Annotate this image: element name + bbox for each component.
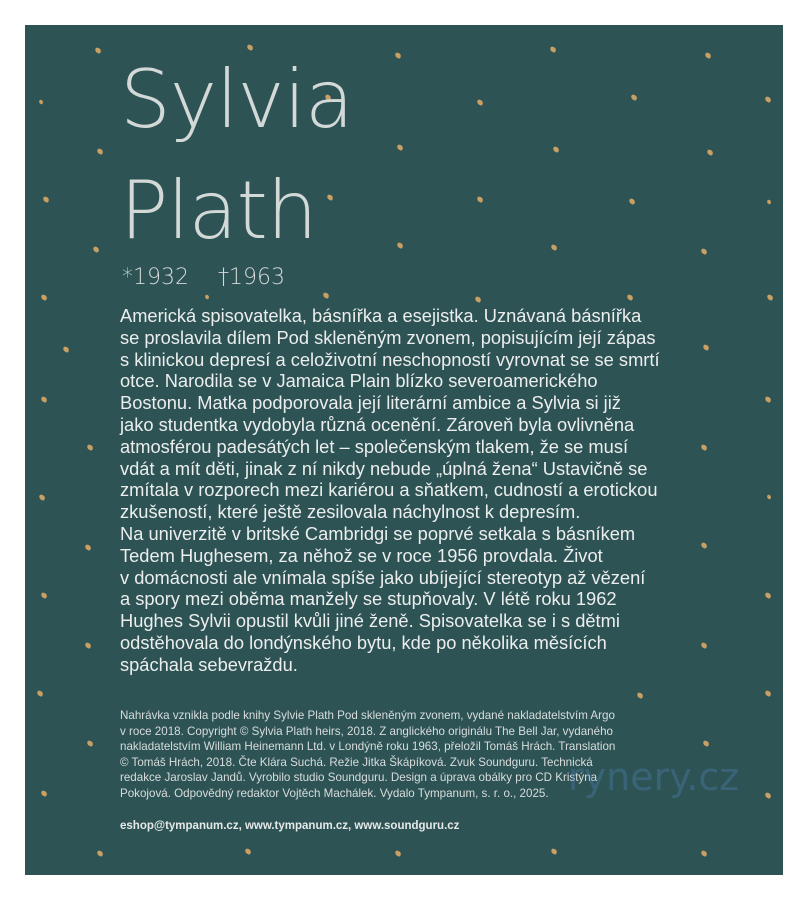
credit-line: © Tomáš Hrách, 2018. Čte Klára Suchá. Režie Jitka Škápíková. Zvuk Soundguru. Technická bbox=[120, 755, 593, 769]
speck-icon bbox=[764, 592, 771, 599]
speck-icon bbox=[766, 494, 771, 499]
speck-icon bbox=[86, 444, 93, 451]
speck-icon bbox=[704, 52, 711, 59]
bio-line: otce. Narodila se v Jamaica Plain blízko severoamerického bbox=[120, 370, 598, 392]
speck-icon bbox=[246, 44, 253, 51]
speck-icon bbox=[628, 198, 635, 205]
speck-icon bbox=[94, 47, 101, 54]
speck-icon bbox=[549, 46, 556, 53]
speck-icon bbox=[706, 149, 713, 156]
bio-line: Bostonu. Matka podporovala její literární ambice a Sylvia si již bbox=[120, 392, 621, 414]
credit-line: v roce 2018. Copyright © Sylvia Plath heirs, 2018. Z anglického originálu The Bell Jar, vydaného bbox=[120, 724, 613, 738]
speck-icon bbox=[394, 52, 401, 59]
speck-icon bbox=[550, 244, 557, 251]
author-last-name: Plath bbox=[120, 164, 317, 257]
speck-icon bbox=[764, 96, 771, 103]
speck-icon bbox=[630, 94, 637, 101]
speck-icon bbox=[476, 196, 483, 203]
bio-line: s klinickou depresí a celoživotní neschopností vyrovnat se se smrtí bbox=[120, 348, 660, 370]
speck-icon bbox=[38, 494, 45, 501]
bio-line: zkušeností, které ještě zesilovala náchylnost k depresím. bbox=[120, 501, 581, 523]
speck-icon bbox=[244, 848, 251, 855]
speck-icon bbox=[96, 148, 103, 155]
bio-line: Hughes Sylvii opustil kvůli jiné ženě. Spisovatelka se i s dětmi bbox=[120, 610, 620, 632]
speck-icon bbox=[626, 294, 633, 301]
credit-line: Nahrávka vznikla podle knihy Sylvie Plath Pod skleněným zvonem, vydané nakladatelstvím Argo bbox=[120, 709, 615, 722]
bio-line: zmítala v rozporech mezi kariérou a sňatkem, cudností a erotickou bbox=[120, 479, 658, 501]
speck-icon bbox=[764, 396, 771, 403]
credit-line: nakladatelstvím William Heinemann Ltd. v Londýně roku 1963, přeložil Tomáš Hrách. Translation bbox=[120, 740, 616, 754]
speck-icon bbox=[550, 848, 557, 855]
bio-line: Na univerzitě v britské Cambridgi se poprvé setkala s básníkem bbox=[120, 522, 636, 544]
speck-icon bbox=[40, 294, 47, 301]
biography bbox=[120, 305, 740, 676]
speck-icon bbox=[36, 690, 43, 697]
speck-icon bbox=[396, 144, 403, 151]
cd-booklet-panel bbox=[25, 25, 783, 875]
speck-icon bbox=[766, 294, 773, 301]
speck-icon bbox=[552, 146, 559, 153]
bio-line: vdát a mít děti, jinak z ní nikdy nebude „úplná žena“ Ustavičně se bbox=[120, 457, 648, 479]
speck-icon bbox=[40, 592, 47, 599]
speck-icon bbox=[40, 790, 47, 797]
speck-icon bbox=[766, 199, 771, 204]
death-year: †1963 bbox=[218, 265, 285, 290]
bio-line: Tedem Hughesem, za něhož se v roce 1956 provdala. Život bbox=[120, 544, 603, 566]
speck-icon bbox=[700, 248, 707, 255]
speck-icon bbox=[764, 792, 771, 799]
speck-icon bbox=[96, 850, 103, 857]
speck-icon bbox=[394, 850, 401, 857]
speck-icon bbox=[700, 850, 707, 857]
speck-icon bbox=[474, 296, 481, 303]
speck-icon bbox=[86, 740, 93, 747]
speck-icon bbox=[204, 294, 209, 299]
speck-icon bbox=[92, 246, 99, 253]
speck-icon bbox=[38, 99, 43, 104]
speck-icon bbox=[476, 99, 483, 106]
bio-line: se proslavila dílem Pod skleněným zvonem, popisujícím její zápas bbox=[120, 326, 656, 348]
life-dates bbox=[122, 265, 307, 290]
bio-line: a spory mezi oběma manžely se stupňovaly. V létě roku 1962 bbox=[120, 588, 617, 610]
speck-icon bbox=[42, 196, 49, 203]
speck-icon bbox=[636, 692, 643, 699]
speck-icon bbox=[84, 544, 91, 551]
speck-icon bbox=[322, 292, 329, 299]
watermark: rynery.cz bbox=[568, 755, 740, 799]
credit-line: Pokojová. Odpovědný redaktor Vojtěch Machálek. Vydalo Tympanum, s. r. o., 2025. bbox=[120, 786, 549, 800]
credit-line: redakce Jaroslav Jandů. Vyrobilo studio Soundguru. Design a úprava obálky pro CD Kristýna bbox=[120, 771, 598, 785]
bio-line: atmosférou padesátých let – společenským tlakem, že se musí bbox=[120, 435, 629, 457]
birth-year: *1932 bbox=[122, 265, 189, 290]
contact-links[interactable]: eshop@tympanum.cz, www.tympanum.cz, www.soundguru.cz bbox=[120, 820, 460, 832]
author-first-name: Sylvia bbox=[120, 53, 353, 146]
bio-line: jako studentka vydobyla různá ocenění. Zároveň byla ovlivněna bbox=[120, 413, 635, 435]
speck-icon bbox=[764, 690, 771, 697]
bio-line: odstěhovala do londýnského bytu, kde po několika měsících bbox=[120, 631, 607, 653]
bio-line: spáchala sebevraždu. bbox=[120, 653, 298, 675]
speck-icon bbox=[62, 346, 69, 353]
bio-line: v domácnosti ale vnímala spíše jako ubíjející stereotyp až vězení bbox=[120, 566, 646, 588]
speck-icon bbox=[40, 396, 47, 403]
bio-line: Americká spisovatelka, básnířka a esejistka. Uznávaná básnířka bbox=[120, 305, 642, 326]
speck-icon bbox=[396, 242, 403, 249]
speck-icon bbox=[326, 194, 333, 201]
speck-icon bbox=[84, 642, 91, 649]
